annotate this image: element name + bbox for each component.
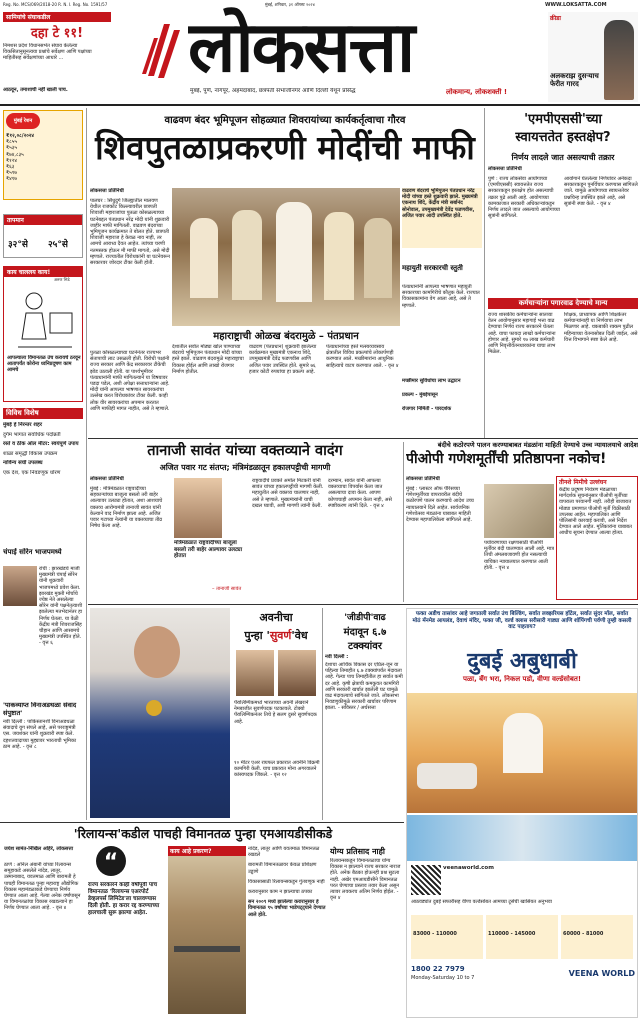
lead-side-box: वाढवण बंदराचे भूमिपूजन पंतप्रधान नरेंद्र मोदी यांच्या हस्ते शुक्रवारी झाले. मुख्यमंत्री एकनाथ शिंदे, केंद्रीय मंत्री सर्बानंद सोनोवाल, उपमुख्यमंत्री देवेंद्र फडणवीस, अजित पवार आदी उपस्थित होते. xyxy=(402,188,482,248)
pop-box-text: केंद्रीय प्रदूषण नियंत्रण मंडळाच्या मार्गदर्शक सूचनांनुसार पीओपी मूर्तींच्या वापराला परवानगी नाही. तरीही बाजारात मोठ्या प्रमाणात पीओपी मूर्ती विक्रीसाठी उपलब्ध आहेत. महापालिका आणि पोलिसांनी कारवाई करावी, असे निर्देश देण्यात आले आहेत. मूर्तिकारांना याबाबत आधीच सूचना देण्यात आल्या होत्या. xyxy=(559,487,632,537)
mpsc-sub2: कर्मचाऱ्यांना पगारवाढ देण्याचे मान्य xyxy=(488,298,638,309)
pak-story xyxy=(3,702,83,820)
pop-col2: पर्यावरणाच्या रक्षणासाठी पीओपी मूर्तींवर बंदी घालण्यात आली आहे. मात्र तिची अंमलबजावणी होत नसल्याची याचिका न्यायालयात करण्यात आली होती. - वृत्त ४ xyxy=(484,540,554,571)
qr-code-icon xyxy=(411,865,441,895)
market-row: ₹४१७ xyxy=(6,176,17,183)
ad-price: 83000 - 110000 xyxy=(413,931,457,937)
special-item[interactable]: रस्ते व ठीक ओल मीटर: स्वयंपूर्ण उपाय xyxy=(3,441,79,448)
masthead-title: लोकसत्ता xyxy=(188,6,414,88)
lead-headline[interactable]: शिवपुतळाप्रकरणी मोदींची माफी xyxy=(95,128,475,167)
champai-photo xyxy=(3,566,37,606)
desert-safari-photo xyxy=(407,693,637,813)
weather-min: २५°से xyxy=(48,240,68,250)
special-item[interactable]: एक देश, एक निवडणूक धोरण xyxy=(3,469,61,476)
lead-kicker: वाढवण बंदर भूमिपूजन सोहळ्यात शिवरायांच्या कार्यकर्तृत्वाचा गौरव xyxy=(164,115,406,126)
market-row: ₹५३५ xyxy=(6,145,17,152)
sawant-col3: दरम्यान, सावंत यांनी आपल्या वक्तव्याचा विपर्यास केला जात असल्याचा दावा केला. आपण कोणाचाही अपमान केला नाही, असे स्पष्टीकरण त्यांनी दिले. - वृत्त ४ xyxy=(328,478,392,509)
champai-headline: चंपाई सोरेन भाजपमध्ये xyxy=(3,548,62,556)
lead-side-text: पंतप्रधानांनी आपल्या भाषणात महायुती सरकारच्या कामगिरीचे कौतुक केले. राज्यात विकासकामांना वेग आला आहे, असे ते म्हणाले. xyxy=(402,284,480,309)
cartoon-title: काय चाललय काय! xyxy=(4,267,82,277)
special-item[interactable]: मुंबई हे निरन्तर शहर xyxy=(3,422,43,428)
champai-story xyxy=(3,548,83,698)
sawant-col2: राष्ट्रवादीचे प्रवक्ते अमोल मिटकरी यांनी सावंत यांच्या हकालपट्टीची मागणी केली. महायुतीत असे वक्तव्य चालणार नाही, असे ते म्हणाले. मुख्यमंत्र्यांनी याची दखल घ्यावी, अशी मागणी त्यांनी केली. xyxy=(252,478,324,509)
promo-kicker: सामियांचे संघाकडील xyxy=(3,12,111,22)
weather-title: तापमान xyxy=(4,215,82,225)
yogya-headline[interactable]: योग्य प्रतिसाद नाही xyxy=(330,847,385,856)
lead-side-head: महायुती सरकारची स्तुती xyxy=(402,264,463,272)
reliance-photo-label: काय आहे प्रकरण? xyxy=(168,846,246,856)
ad-price: 110000 - 145000 xyxy=(488,931,536,937)
special-box xyxy=(3,408,83,542)
reliance-bullet: बारामती विमानतळावर केवळ प्रशिक्षण उड्डाणे xyxy=(248,862,317,875)
cartoon-drawing-icon xyxy=(10,283,78,353)
top-left-promo[interactable] xyxy=(3,12,111,102)
ad-mid: आठवड्यांत दुबई सफारीसह वीणा वर्ल्डसोबत आमच्या टूर्सची खासियत अनुभवा xyxy=(411,899,552,905)
lead-photo-story: देशातील सर्वात मोठ्या खोल पाण्याच्या बंदराचे भूमिपूजन पंतप्रधान मोदी यांच्या हस्ते झाले. वाढवण बंदरामुळे महाराष्ट्राचा विकास होईल आणि लाखो रोजगार निर्माण होतील. xyxy=(172,344,244,375)
avani-text2: १० मीटर एअर रायफल प्रकारात अवनीने विक्रमी कामगिरी केली. याच प्रकारात मोना अगरवालने कांस्यपदक जिंकले. - वृत्त १२ xyxy=(234,760,320,779)
flame-logo-icon xyxy=(140,16,186,86)
pop-byline: लोकसत्ता प्रतिनिधी xyxy=(406,476,440,482)
quote-icon: “ xyxy=(96,846,126,876)
pak-text: नवी दिल्ली : पाकिस्तानशी विनाअडथळा संवादाचे युग संपले आहे, असे परराष्ट्रमंत्री एस. जयशंकर यांनी शुक्रवारी स्पष्ट केले. दहशतवादाच्या मुद्द्यावर भारताची भूमिका ठाम आहे. - वृत्त ८ xyxy=(3,719,77,750)
tagline: लोकमान्य, लोकशक्ती ! xyxy=(446,88,508,96)
reg-number: Reg. No. MCS/069/2018-20 R. N. I. Reg. No. 1591/57 xyxy=(3,2,108,7)
sawant-byline: लोकसत्ता प्रतिनिधी xyxy=(90,476,124,482)
special-item[interactable]: शाळा समृद्धी विकास उपक्रम xyxy=(3,450,58,457)
reliance-headline[interactable]: 'रिलायन्स'कडील पाचही विमानतळ पुन्हा एमआयडीसीकडे xyxy=(73,826,333,841)
lead-photo-story: वाढवण (पंतप्रधान) शुक्रवारी झालेल्या कार्यक्रमात मुख्यमंत्री एकनाथ शिंदे, उपमुख्यमंत्री देवेंद्र फडणवीस आणि अजित पवार उपस्थित होते. सुमारे ७६ हजार कोटी रुपयांचा हा प्रकल्प आहे. xyxy=(249,344,317,375)
special-item[interactable]: दुर्गम भागात सर्वाधिक पदोन्नती xyxy=(3,431,61,438)
avani-headline-gold: सुवर्ण xyxy=(269,629,292,642)
lead-col1: पालघर : सिंधुदुर्ग जिल्ह्यातील मालवण येथील राजकोट किल्ल्यावरील छत्रपती शिवाजी महाराजांचा पुतळा कोसळल्याच्या घटनेबद्दल पंतप्रधान नरेंद्र मोदी यांनी शुक्रवारी जाहीर माफी मागितली. वाढवण बंदराच्या भूमिपूजन कार्यक्रमात ते बोलत होते. छत्रपती शिवाजी महाराज हे केवळ नाव नाही, तर आमचे आराध्य दैवत आहेत. त्यांच्या चरणी नतमस्तक होऊन मी माफी मागतो, असे मोदी म्हणाले. राज्यातील विरोधकांनी या घटनेवरून सरकारवर जोरदार टीका केली होती. xyxy=(90,198,170,267)
edition-line: मुंबई, शनिवार, ३१ ऑगस्ट २०२४ xyxy=(265,2,315,7)
sawant-quote: मंत्रिमंडळात राष्ट्रवादीच्या बाजूला बसलो तरी बाहेर आल्यावर उलट्या होतात xyxy=(174,540,243,560)
top-right-promo[interactable] xyxy=(548,12,638,102)
market-row: ₹७४,८३५ xyxy=(6,151,24,158)
ad-top-text: फक्त अडीच तासांवर आहे जगातली सर्वात उंच बिल्डिंग, सर्वात लक्झरियस हॉटेल, सर्वात सुंदर मॉल, सर्वात मोठं मॅनमेड आयलंड, देवाचं मंदिर, फक्त जी, वर्ल्ड क्लास सरीसारी गाड्या आणि शॉपिंगची पर्वणी तुम्ही कसली वाट पाहताय? xyxy=(412,611,632,631)
sawant-col1: मुंबई : मंत्रिमंडळात राष्ट्रवादीच्या सहकाऱ्यांच्या बाजूला बसलो तरी बाहेर आल्यावर उलट्या होतात, अशा आशयाचे वक्तव्य आरोग्यमंत्री तानाजी सावंत यांनी केल्याने वाद निर्माण झाला आहे. अजित पवार गटाच्या नेत्यांनी या वक्तव्याचा तीव्र निषेध केला आहे. xyxy=(90,486,163,530)
weather-max: ३२°से xyxy=(8,240,28,250)
gdp-kicker: 'जीडीपी'वाढ xyxy=(344,613,386,623)
avani-headline-post: 'वेध xyxy=(291,629,308,642)
market-row: ₹८५५ xyxy=(6,139,17,146)
sawant-photo xyxy=(174,478,222,538)
reliance-bullet: करारानुसार काम न झाल्याचा ठपका xyxy=(248,889,313,896)
mpsc-headline-top[interactable]: 'एमपीएससी'च्या xyxy=(524,112,602,127)
yogya-text: रिलायन्सकडून विमानतळाचा योग्य विकास न झाल्याने राज्य सरकार नाराज होते. अनेक बैठका होऊनही प्रश्न सुटला नाही. अखेर एमआयडीसीने विमानतळ परत घेण्याचा प्रस्ताव तयार केला असून त्यावर लवकरच अंतिम निर्णय होईल. - वृत्त ४ xyxy=(330,858,401,902)
gdp-headline1[interactable]: मंदावून ६.७ xyxy=(343,627,387,638)
cartoon-box xyxy=(3,266,83,402)
gdp-text: देशाचा आर्थिक विकास दर एप्रिल-जून या पहिल्या तिमाहीत ६.७ टक्क्यांपर्यंत मंदावला आहे. गेल्या पाच तिमाहींतील हा सर्वात कमी दर आहे. कृषी क्षेत्राची कमकुवत कामगिरी आणि सरकारी खर्चात झालेली घट यामुळे वाढ मंदावल्याचे सांगितले जाते. लोकसभा निवडणुकीमुळे सरकारी खर्चावर परिणाम झाला. - सविस्तर / अर्थसत्ता xyxy=(325,662,403,712)
cartoon-credit: अरुण भिडे xyxy=(54,277,70,282)
cartoon-text: आपल्याला विमानतळ उंच करायचे ठरवून आतापर्यंत कोरोना ध्वनिप्रदूषण काम आमचे xyxy=(7,355,81,374)
medal-icon xyxy=(146,700,162,716)
reliance-bullet: नांदेड, लातूर आणि यवतमाळ विमानतळ रखडले xyxy=(248,846,320,859)
mpsc-col1: पुणे : राज्य लोकसेवा आयोगाच्या (एमपीएससी) स्वायत्ततेत राज्य सरकारकडून हस्तक्षेप होत असल्याची तक्रार पुढे आली आहे. आयोगाच्या कामकाजात सरकारी अधिकाऱ्यांकडून निर्णय लादले जात असल्याचे आयोगाच्या सूत्रांनी सांगितले. xyxy=(488,176,560,220)
mpsc-col4: शिक्षक, प्राध्यापक आणि शिक्षकेतर कर्मचाऱ्यांनाही या निर्णयाचा लाभ मिळणार आहे. थकबाकी रक्कम पुढील महिन्याच्या वेतनासोबत दिली जाईल, असे वित्त विभागाने स्पष्ट केले आहे. xyxy=(564,312,638,343)
veena-world-ad[interactable] xyxy=(406,608,638,1018)
ad-phone[interactable]: 1800 22 7979 xyxy=(411,965,465,973)
pop-kicker: बंदीचे कठोरपणे पालन करण्याबाबत मंडळांना माहिती देण्याचे उच्च न्यायालयाचे आदेश xyxy=(437,441,638,449)
market-row: ₹१२४ xyxy=(6,157,17,164)
gdp-headline2[interactable]: टक्क्यांवर xyxy=(348,641,382,652)
mpsc-headline[interactable]: स्वायत्ततेत हस्तक्षेप? xyxy=(515,130,611,145)
mpsc-sub: निर्णय लादले जात असल्याची तक्रार xyxy=(511,153,615,162)
ad-sub: पळा, बँग भरा, निकल पडो, वीणा वर्ल्डसोबत! xyxy=(462,675,582,683)
gdp-byline: नवी दिल्ली : xyxy=(325,654,349,660)
mpsc-byline: लोकसत्ता प्रतिनिधी xyxy=(488,166,522,172)
promo-headline: दहा टे ११! xyxy=(30,26,84,41)
ad-brand[interactable]: veenaworld.com xyxy=(443,865,494,871)
reliance-quote: राज्य सरकारने काही वर्षांपूर्वी पाच विमानतळ 'रिलायन्स एअरपोर्ट डेव्हलपर्स लिमिटेड'ला चालवण्यास दिली होती. हा करार रद्द करण्याच्या हालचाली सुरू झाल्या आहेत. xyxy=(88,882,160,916)
mona-inset-photo xyxy=(278,650,316,696)
website[interactable]: WWW.LOKSATTA.COM xyxy=(545,2,607,8)
reliance-bullets xyxy=(248,846,328,1014)
edition-cities: मुंबई, पुणे, नागपूर, अहमदाबाद, छत्रपती संभाजीनगर आणि दिल्ली येथून प्रसिद्ध xyxy=(190,88,356,94)
pop-box-title: तीनशे मिमीचे उल्लंघन xyxy=(559,479,607,486)
avani-photo xyxy=(90,608,230,818)
market-box xyxy=(3,110,83,200)
lead-bullet: मच्छीमार सुविधांचा लाभ उद्घाटन xyxy=(402,378,461,384)
reliance-byline: जयेश सामंत-निखिल अहिरे, लोकसत्ता xyxy=(4,846,74,852)
pop-col1: मुंबई : प्लास्टर ऑफ पॅरिसच्या गणेशमूर्तींच्या वापरावरील बंदीचे कठोरपणे पालन करण्याचे आदेश उच्च न्यायालयाने दिले आहेत. सार्वजनिक गणेशोत्सव मंडळांना याबाबत माहिती देण्यास महापालिकेला सांगितले आहे. xyxy=(406,486,474,524)
ad-headline: दुबई अबुधाबी xyxy=(467,649,577,674)
weather-box xyxy=(3,214,83,258)
reliance-col1: ठाणे : अनिल अंबानी यांच्या रिलायन्स समूहाकडे असलेले नांदेड, लातूर, उस्मानाबाद, यवतमाळ आणि बारामती हे पाचही विमानतळ पुन्हा महाराष्ट्र औद्योगिक विकास महामंडळाकडे घेण्याचा निर्णय घेण्यात आला आहे. गेल्या अनेक वर्षांपासून या विमानतळांचा विकास रखडल्याने हा निर्णय घेण्यात आला आहे. - वृत्त ४ xyxy=(4,862,81,912)
market-row: ₹५९७ xyxy=(6,170,17,177)
special-title: विविध विशेष xyxy=(3,408,83,419)
lead-byline: लोकसत्ता प्रतिनिधी xyxy=(90,188,124,194)
airport-photo xyxy=(168,846,246,1014)
reliance-bullet: विकासासाठी रिलायन्सकडून गुंतवणूक नाही xyxy=(248,878,325,885)
tennis-player-photo xyxy=(604,20,634,100)
ad-price: 60000 - 81000 xyxy=(563,931,604,937)
ganesh-idol-photo xyxy=(484,484,554,538)
ad-hours: Monday-Saturday 10 to 7 xyxy=(411,975,475,981)
avani-inset-photo xyxy=(236,650,274,696)
avani-text1: पॅरालिम्पिकमध्ये भारताच्या अवनी लेखराने नेमबाजीत सुवर्णपदक पटकावले. टोक्यो पॅरालिम्पिकनंतर तिचे हे सलग दुसरे सुवर्णपदक आहे. xyxy=(234,700,317,725)
reliance-note: सन २००९ मध्ये झालेल्या करारानुसार हे विमानतळ ९५ वर्षांच्या भाडेपट्ट्याने देण्यात आले होते. xyxy=(248,899,326,918)
dubai-landmarks-strip xyxy=(407,815,637,861)
market-row: ₹१२,०८/२०२४ xyxy=(6,133,35,139)
sawant-headline[interactable]: तानाजी सावंत यांच्या वक्तव्याने वादंग xyxy=(147,443,343,459)
avani-kicker: अवनीचा xyxy=(259,611,293,624)
pop-box xyxy=(556,476,638,600)
lead-bullet: रोजगार निर्मिती - पारदर्शक xyxy=(402,406,452,412)
pak-headline: 'पाकव्याप्त विनाअडथळा संवाद संपुष्टात' xyxy=(3,702,77,717)
lead-photo-story: पंतप्रधानांच्या हस्ते मत्स्यव्यवसाय क्षेत्रातील विविध प्रकल्पांचे लोकार्पणही करण्यात आले. मच्छीमारांना आधुनिक साहित्याचे वाटप करण्यात आले. - वृत्त ४ xyxy=(326,344,399,369)
mpsc-col3: राज्य शासकीय कर्मचाऱ्यांना सातव्या वेतन आयोगानुसार महागाई भत्ता वाढ देण्याचा निर्णय राज्य सरकारने घेतला आहे. याचा फायदा लाखो कर्मचाऱ्यांना होणार आहे. सुमारे १७ लाख कर्मचारी आणि निवृत्तीवेतनधारकांना याचा लाभ मिळेल. xyxy=(488,312,556,356)
promo-link: आठवून, तमाशाची नहीं खाली पाच. xyxy=(3,87,68,93)
promo-text: निमशस प्रदेश विधानसभेत संघाय केलेल्या विकसितानुसूनत्यया प्रश्नांचे सर्वेक्षण आणि पक्षांच्या माहितीसह सर्वेक्षणांच्या आधारे ... xyxy=(3,43,92,62)
sawant-sub: अजित पवार गट संतप्त; मंत्रिमंडळातून हकालपट्टीची मागणी xyxy=(159,463,331,472)
lead-bullet: प्रकल्प - मुंबईपासून xyxy=(402,392,438,398)
avani-headline[interactable] xyxy=(232,628,320,643)
lead-col2: पुतळा कोसळल्याच्या घटनेनंतर राज्यभर संतापाची लाट उसळली होती. विरोधी पक्षांनी राज्य सरकार आणि केंद्र सरकारवर टीकेची झोड उठवली होती. या पार्श्वभूमीवर पंतप्रधानांनी माफी मागितल्याने या विषयावर पडदा पडेल, अशी अपेक्षा सत्ताधाऱ्यांना आहे. मोदी यांनी आपल्या भाषणात सावरकरांचा उल्लेख करत विरोधकांवर टीका केली. काही लोक वीर सावरकरांचा अपमान करतात आणि माफीही मागत नाहीत, असे ते म्हणाले. xyxy=(90,350,170,412)
sports-headline: अलकराझ दुसऱ्याच फेरीत गारद xyxy=(550,72,599,88)
reliance-quote-box xyxy=(88,846,166,1014)
market-row: ₹६३ xyxy=(6,164,15,171)
avani-headline-pre: पुन्हा ' xyxy=(244,629,270,642)
lead-photo-caption: महाराष्ट्राची ओळख बंदरामुळे – पंतप्रधान xyxy=(213,331,359,342)
champai-text: रांची : झारखंडचे माजी मुख्यमंत्री चंपाई सोरेन यांनी शुक्रवारी भाजपमध्ये प्रवेश केला. झारखंड मुक्ती मोर्चाचे ज्येष्ठ नेते असलेल्या सोरेन यांनी पक्षनेतृत्वाशी झालेल्या मतभेदानंतर हा निर्णय घेतला. या वेळी केंद्रीय मंत्री शिवराजसिंह चौहान आणि आसामचे मुख्यमंत्री उपस्थित होते. - वृत्त ६ xyxy=(39,566,83,647)
ad-logo: VEENA WORLD xyxy=(568,969,635,978)
lead-photo xyxy=(172,188,400,326)
sponsor-logo: मुंबई रेशन xyxy=(6,113,40,129)
sawant-quote-author: – तानाजी सावंत xyxy=(212,586,242,592)
mpsc-col2: आयोगाने घेतलेल्या निर्णयांवर अनेकदा सरकारकडून पुनर्विचार करण्यास सांगितले जाते. यामुळे आयोगाच्या स्वायत्ततेवर प्रश्नचिन्ह उपस्थित झाले आहे, असे सूत्रांनी स्पष्ट केले. - वृत्त ४ xyxy=(564,176,638,207)
special-item[interactable]: नाविन्य संधी उपलब्ध xyxy=(3,460,43,467)
pop-headline[interactable]: पीओपी गणेशमूर्तींची प्रतिष्ठापना नकोच! xyxy=(406,451,607,467)
sports-kicker: क्रीडा xyxy=(550,15,561,22)
